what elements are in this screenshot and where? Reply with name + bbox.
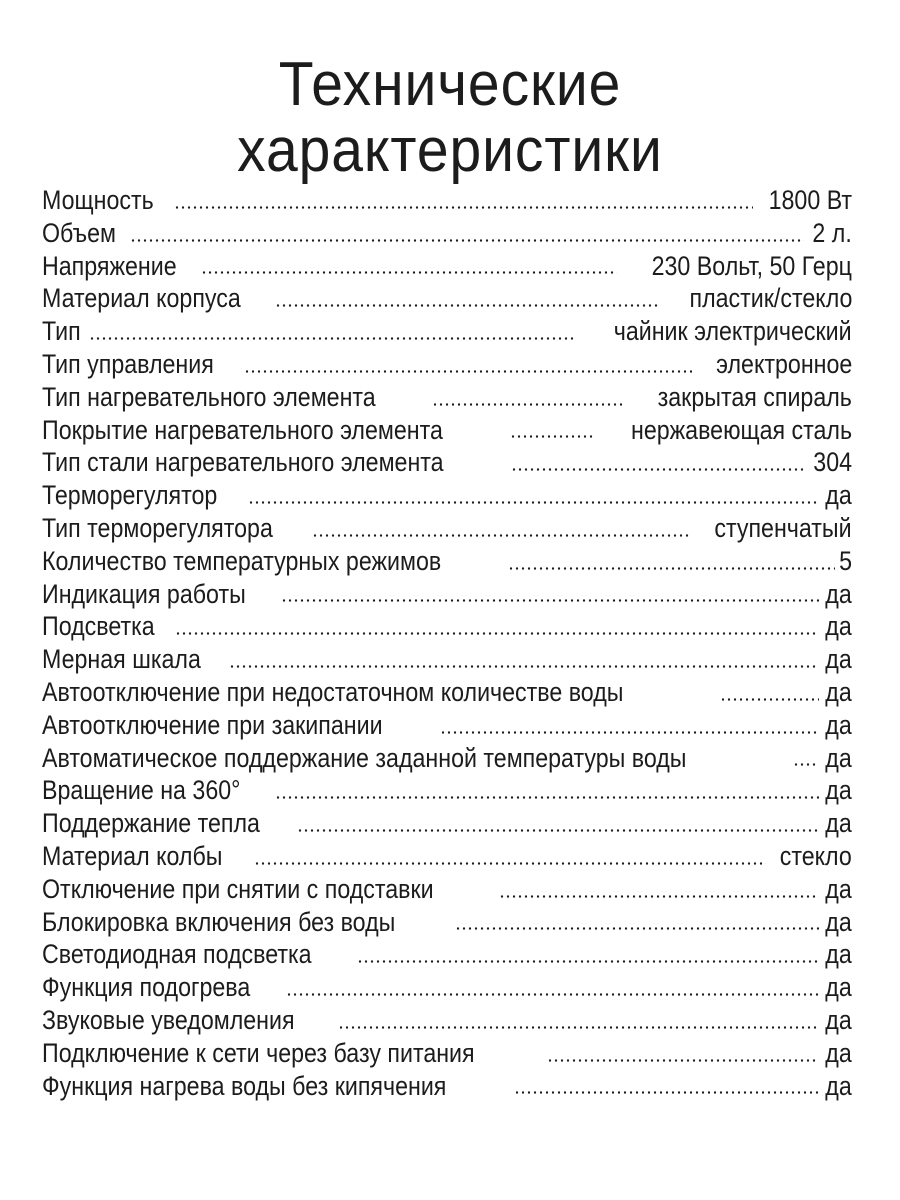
dot-leader xyxy=(244,370,692,373)
spec-value: да xyxy=(825,611,852,642)
dot-leader xyxy=(499,895,819,898)
spec-row xyxy=(42,1070,852,1103)
spec-row xyxy=(42,578,852,611)
spec-label: Материал колбы xyxy=(42,840,223,871)
dot-leader xyxy=(793,763,819,766)
spec-label: Автоотключение при недостаточном количестве воды xyxy=(42,676,624,707)
spec-row xyxy=(42,545,852,578)
spec-label: Тип терморегулятора xyxy=(42,512,273,543)
spec-value: да xyxy=(825,775,852,806)
spec-row xyxy=(42,643,852,676)
spec-value: 1800 Вт xyxy=(768,185,852,215)
spec-row xyxy=(42,742,852,775)
spec-value: да xyxy=(825,480,852,511)
spec-row xyxy=(42,217,852,250)
spec-value: ступенчатый xyxy=(714,512,852,543)
spec-label: Объем xyxy=(42,217,116,248)
spec-row xyxy=(42,1037,852,1070)
spec-row xyxy=(42,610,852,643)
dot-leader xyxy=(357,960,819,963)
dot-leader xyxy=(130,239,804,242)
dot-leader xyxy=(510,435,593,438)
spec-row xyxy=(42,938,852,971)
spec-row xyxy=(42,676,852,709)
spec-value: пластик/стекло xyxy=(689,283,852,314)
spec-row xyxy=(42,774,852,807)
spec-label: Тип нагревательного элемента xyxy=(42,381,376,412)
dot-leader xyxy=(275,304,660,307)
dot-leader xyxy=(89,337,573,340)
dot-leader xyxy=(547,1059,819,1062)
page-title-line-1: Технические xyxy=(278,50,622,119)
dot-leader xyxy=(455,927,819,930)
spec-row xyxy=(42,971,852,1004)
dot-leader xyxy=(720,698,819,701)
spec-row xyxy=(42,479,852,512)
spec-value: да xyxy=(825,578,852,609)
spec-row xyxy=(42,873,852,906)
spec-label: Напряжение xyxy=(42,250,177,281)
spec-row xyxy=(42,282,852,315)
spec-value: да xyxy=(825,939,852,970)
spec-value: да xyxy=(825,808,852,839)
specifications-list xyxy=(42,184,852,1102)
spec-row xyxy=(42,709,852,742)
dot-leader xyxy=(511,468,805,471)
spec-value: да xyxy=(825,1037,852,1068)
dot-leader xyxy=(514,1091,819,1094)
spec-label: Блокировка включения без воды xyxy=(42,906,396,937)
spec-label: Функция нагрева воды без кипячения xyxy=(42,1070,447,1101)
spec-row xyxy=(42,446,852,479)
spec-label: Количество температурных режимов xyxy=(42,545,442,576)
spec-value: электронное xyxy=(715,348,852,379)
spec-label: Мерная шкала xyxy=(42,644,201,675)
spec-row xyxy=(42,906,852,939)
dot-leader xyxy=(201,271,618,274)
spec-value: да xyxy=(825,709,852,740)
page-title-line-2: характеристики xyxy=(237,116,663,185)
dot-leader xyxy=(508,567,835,570)
spec-label: Терморегулятор xyxy=(42,480,218,511)
spec-value: чайник электрический xyxy=(614,316,852,347)
spec-value: да xyxy=(825,972,852,1003)
spec-label: Подсветка xyxy=(42,611,155,642)
spec-value: 2 л. xyxy=(812,217,852,248)
dot-leader xyxy=(254,862,766,865)
page-title xyxy=(36,52,864,184)
spec-label: Вращение на 360° xyxy=(42,775,241,806)
dot-leader xyxy=(338,1026,820,1029)
spec-label: Тип xyxy=(42,316,81,347)
dot-leader xyxy=(275,796,819,799)
dot-leader xyxy=(175,632,819,635)
spec-label: Индикация работы xyxy=(42,578,246,609)
spec-value: нержавеющая сталь xyxy=(630,414,852,445)
spec-row xyxy=(42,250,852,283)
spec-label: Автоматическое поддержание заданной температуры воды xyxy=(42,742,687,773)
spec-value: 304 xyxy=(813,447,852,478)
spec-value: да xyxy=(825,742,852,773)
spec-label: Светодиодная подсветка xyxy=(42,939,312,970)
spec-row xyxy=(42,807,852,840)
dot-leader xyxy=(440,731,819,734)
spec-label: Тип управления xyxy=(42,348,214,379)
dot-leader xyxy=(312,534,690,537)
spec-label: Функция подогрева xyxy=(42,972,251,1003)
spec-label: Покрытие нагревательного элемента xyxy=(42,414,443,445)
dot-leader xyxy=(248,501,819,504)
dot-leader xyxy=(286,993,819,996)
spec-value: да xyxy=(825,906,852,937)
spec-row xyxy=(42,348,852,381)
dot-leader xyxy=(229,665,819,668)
spec-row xyxy=(42,381,852,414)
spec-row xyxy=(42,1004,852,1037)
dot-leader xyxy=(432,403,624,406)
dot-leader xyxy=(174,206,753,209)
dot-leader xyxy=(281,599,819,602)
spec-value: да xyxy=(825,676,852,707)
spec-label: Отключение при снятии с подставки xyxy=(42,873,434,904)
spec-row xyxy=(42,414,852,447)
spec-label: Поддержание тепла xyxy=(42,808,260,839)
spec-value: да xyxy=(825,644,852,675)
dot-leader xyxy=(297,829,819,832)
spec-row xyxy=(42,840,852,873)
spec-value: да xyxy=(825,1004,852,1035)
spec-row xyxy=(42,512,852,545)
spec-value: стекло xyxy=(779,840,852,871)
spec-label: Материал корпуса xyxy=(42,283,241,314)
spec-value: 5 xyxy=(839,545,852,576)
spec-row xyxy=(42,315,852,348)
spec-value: да xyxy=(825,873,852,904)
spec-row xyxy=(42,184,852,217)
spec-label: Подключение к сети через базу питания xyxy=(42,1037,475,1068)
spec-label: Мощность xyxy=(42,185,154,215)
spec-label: Автоотключение при закипании xyxy=(42,709,383,740)
spec-value: да xyxy=(825,1070,852,1101)
spec-value: закрытая спираль xyxy=(657,381,852,412)
spec-value: 230 Вольт, 50 Герц xyxy=(651,250,852,281)
spec-label: Тип стали нагревательного элемента xyxy=(42,447,444,478)
spec-label: Звуковые уведомления xyxy=(42,1004,295,1035)
